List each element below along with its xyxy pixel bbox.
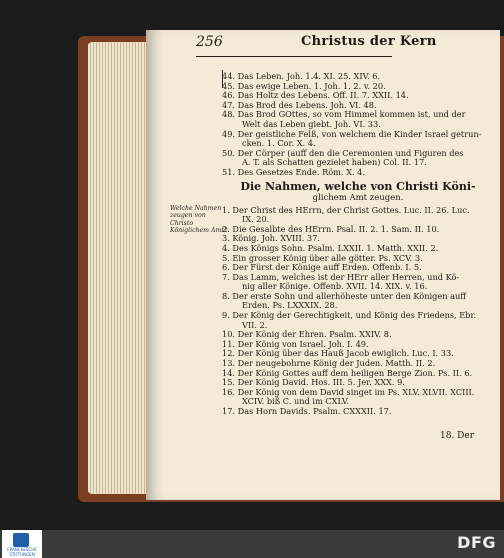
section-heading: Die Nahmen, welche von Christi Köni- xyxy=(240,179,476,193)
entry-line: 13. Der neugebohrne König der Juden. Matth. II. 2. xyxy=(222,359,436,369)
logo-text: FRANCKESCHE STIFTUNGEN xyxy=(7,547,37,557)
running-header xyxy=(196,34,496,56)
entry-line: A. T. als Schatten gezielet haben) Col. II. 17. xyxy=(242,158,427,168)
entry-line: IX. 20. xyxy=(242,215,270,225)
entry-line: 11. Der König von Israel. Joh. I. 49. xyxy=(222,339,369,349)
entry-line: 7. Das Lamm, welches ist der HErr aller Herren, und Kö- xyxy=(222,272,460,282)
franckesche-stiftungen-logo[interactable] xyxy=(2,530,42,558)
entry-line: 1. Der Christ des HErrn, der Christ Gottes. Luc. II. 26. Luc. xyxy=(222,205,470,215)
entry-line: VII. 2. xyxy=(242,320,268,330)
entry-line: 5. Ein grosser König über alle götter. Ps. XCV. 3. xyxy=(222,253,423,263)
entry-line: 15. Der König David. Hos. III. 5. Jer. XXX. 9. xyxy=(222,378,405,388)
entry-line: 9. Der König der Gerechtigkeit, und König des Friedens, Ebr. xyxy=(222,311,477,321)
entries-list-a xyxy=(222,72,494,178)
entry-line: 50. Der Cörper (auff den die Ceremonien und Figuren des xyxy=(222,148,464,158)
page-number: 256 xyxy=(196,34,223,50)
entry-line: Welt das Leben giebt. Joh. VI. 33. xyxy=(242,119,381,129)
entry-line: cken. 1. Cor. X. 4. xyxy=(242,139,316,149)
entry-line: nig aller Könige. Offenb. XVII. 14. XIX. v. 16. xyxy=(242,282,428,292)
header-rule xyxy=(196,56,392,57)
entry-line: 17. Das Horn Davids. Psalm. CXXXII. 17. xyxy=(222,407,392,416)
entry-line: 2. Die Gesalbte des HErrn. Psal. II. 2. 1. Sam. II. 10. xyxy=(222,224,440,234)
section-subheading: glichem Amt zeugen. xyxy=(312,192,404,203)
entry-line: 51. Des Gesetzes Ende. Röm. X. 4. xyxy=(222,167,365,177)
entry-line: 16. Der König von dem David singet im Ps. XLV. XLVII. XCIII. xyxy=(222,387,475,397)
running-title: Christus der Kern xyxy=(301,34,437,49)
entry-line: Erden. Ps. LXXXIX. 28. xyxy=(242,301,338,311)
entry-line: 46. Das Holtz des Lebens. Off. II. 7. XXII. 14. xyxy=(222,91,409,101)
entry-line: XCIV. biß C. und im CXLV. xyxy=(242,397,349,407)
entry-line: 44. Das Leben. Joh. 1.4. XI. 25. XIV. 6. xyxy=(222,72,381,81)
catchword: 18. Der xyxy=(440,431,475,441)
entry-line: 3. König. Joh. XVIII. 37. xyxy=(222,234,320,244)
page-body xyxy=(222,72,494,417)
entry-line: 49. Der geistliche Felß, von welchem die Kinder Israel getrun- xyxy=(222,129,482,139)
entry-line: 4. Des Königs Sohn. Psalm. LXXII. 1. Matth. XXII. 2. xyxy=(222,243,439,253)
entry-line: 47. Das Brod des Lebens. Joh. VI. 48. xyxy=(222,100,377,110)
dfg-logo[interactable]: DFG xyxy=(457,533,496,552)
entry-line: 10. Der König der Ehren. Psalm. XXIV. 8. xyxy=(222,330,392,340)
institution-logo-icon xyxy=(13,533,29,547)
entry-line: 14. Der König Gottes auff dem heiligen Berge Zion. Ps. II. 6. xyxy=(222,368,473,378)
margin-note: Welche Nahmen zeugen von Christo Königlichem Amt? xyxy=(170,205,228,235)
viewer-footer xyxy=(0,530,504,558)
entry-line: 48. Das Brod GOttes, so vom Himmel kommen ist, und der xyxy=(222,110,466,120)
entry-line: 6. Der Fürst der Könige auff Erden. Offenb. I. 5. xyxy=(222,263,422,273)
entry-line: 45. Das ewige Leben. 1. Joh. 1. 2. v. 20. xyxy=(222,81,386,91)
entries-list-b xyxy=(222,206,494,417)
entry-line: 8. Der erste Sohn und allerhöheste unter den Königen auff xyxy=(222,291,467,301)
entry-line: 12. Der König über das Hauß Jacob ewiglich. Luc. I. 33. xyxy=(222,349,454,359)
